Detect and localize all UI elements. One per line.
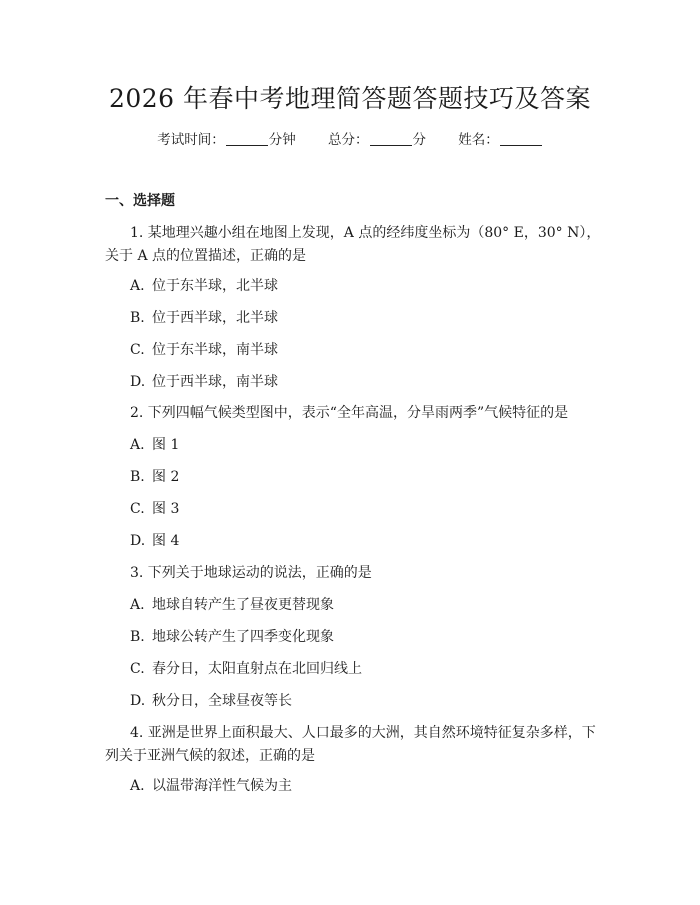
question-3-stem: 3. 下列关于地球运动的说法，正确的是 <box>130 565 372 581</box>
question-2-option-c <box>130 499 179 519</box>
question-1-option-b <box>130 308 278 328</box>
option-text: 以温带海洋性气候为主 <box>152 778 292 794</box>
option-letter: C. <box>130 661 145 677</box>
option-text: 春分日，太阳直射点在北回归线上 <box>152 661 362 677</box>
exam-time-field <box>157 130 296 150</box>
option-text: 位于西半球，北半球 <box>152 310 278 326</box>
option-letter: B. <box>130 310 145 326</box>
question-3-option-c <box>130 659 362 679</box>
option-text: 图 1 <box>152 437 180 453</box>
name-field <box>458 130 543 150</box>
option-text: 图 4 <box>152 533 180 549</box>
option-letter: B. <box>130 629 145 645</box>
question-2-option-d <box>130 531 179 551</box>
name-label: 姓名： <box>458 132 499 148</box>
question-3-option-a <box>130 595 334 615</box>
total-score-unit: 分 <box>412 132 426 148</box>
total-score-field <box>328 130 426 150</box>
option-letter: D. <box>130 533 146 549</box>
option-letter: C. <box>130 501 145 517</box>
option-letter: A. <box>130 437 145 453</box>
option-letter: A. <box>130 278 145 294</box>
total-score-label: 总分： <box>328 132 369 148</box>
option-text: 位于东半球，北半球 <box>152 278 278 294</box>
option-text: 图 3 <box>152 501 180 517</box>
option-text: 秋分日，全球昼夜等长 <box>152 693 292 709</box>
option-letter: D. <box>130 374 146 390</box>
question-4-option-a <box>130 776 292 796</box>
page-title: 2026 年春中考地理简答题答题技巧及答案 <box>108 84 592 113</box>
exam-info-line <box>0 130 700 150</box>
question-2-option-a <box>130 435 179 455</box>
question-1-option-a <box>130 276 278 296</box>
question-2-option-b <box>130 467 179 487</box>
question-4-stem: 4. 亚洲是世界上面积最大、人口最多的大洲，其自然环境特征复杂多样，下 <box>130 725 596 741</box>
option-text: 地球自转产生了昼夜更替现象 <box>152 597 334 613</box>
name-blank <box>500 131 542 146</box>
option-text: 位于西半球，南半球 <box>152 374 278 390</box>
question-4-stem-cont: 列关于亚洲气候的叙述，正确的是 <box>105 748 315 764</box>
option-text: 图 2 <box>152 469 180 485</box>
question-3-option-b <box>130 627 334 647</box>
question-1-stem-cont: 关于 A 点的位置描述，正确的是 <box>105 248 307 264</box>
option-letter: C. <box>130 342 145 358</box>
total-score-blank <box>370 131 412 146</box>
option-letter: B. <box>130 469 145 485</box>
exam-time-label: 考试时间： <box>157 132 225 148</box>
question-1-stem: 1. 某地理兴趣小组在地图上发现，A 点的经纬度坐标为（80° E，30° N）， <box>130 225 601 241</box>
question-2-stem: 2. 下列四幅气候类型图中，表示“全年高温，分旱雨两季”气候特征的是 <box>130 405 569 421</box>
option-text: 地球公转产生了四季变化现象 <box>152 629 334 645</box>
question-3-option-d <box>130 691 292 711</box>
question-1-option-d <box>130 372 278 392</box>
option-letter: A. <box>130 778 145 794</box>
question-1-option-c <box>130 340 278 360</box>
exam-time-unit: 分钟 <box>268 132 296 148</box>
section-heading: 一、选择题 <box>105 193 175 209</box>
option-letter: D. <box>130 693 146 709</box>
option-letter: A. <box>130 597 145 613</box>
option-text: 位于东半球，南半球 <box>152 342 278 358</box>
exam-time-blank <box>226 131 268 146</box>
